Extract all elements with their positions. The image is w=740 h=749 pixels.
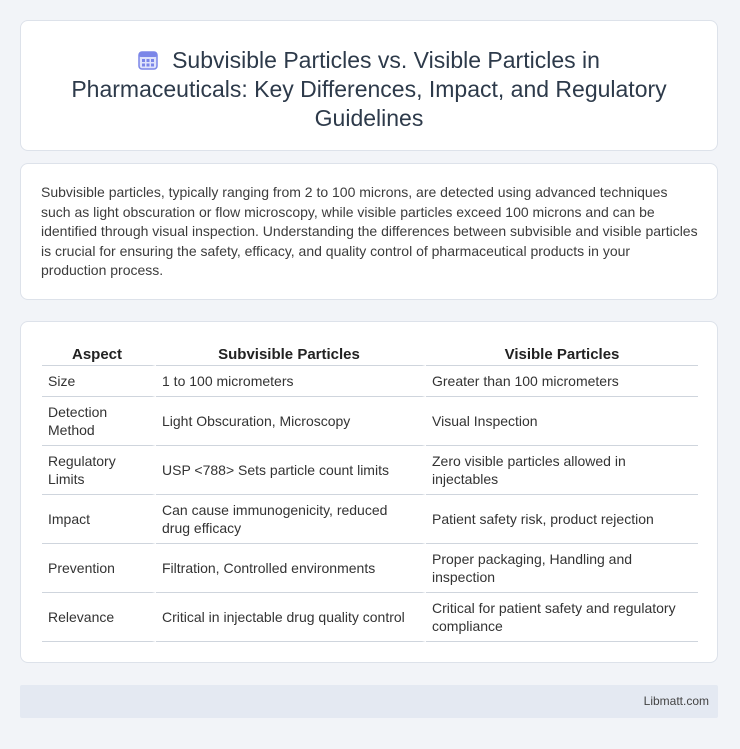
- table-header-row: [42, 344, 698, 366]
- cell-subvisible: USP <788> Sets particle count limits: [156, 446, 426, 495]
- footer: [20, 685, 718, 718]
- cell-aspect: Prevention: [42, 544, 156, 593]
- table-row: [42, 397, 698, 446]
- cell-visible: Greater than 100 micrometers: [426, 366, 698, 397]
- calendar-icon: [138, 50, 158, 70]
- cell-aspect: Detection Method: [42, 397, 156, 446]
- comparison-table: [42, 344, 698, 642]
- cell-subvisible: Can cause immunogenicity, reduced drug efficacy: [156, 495, 426, 544]
- page-title: [51, 46, 687, 133]
- cell-visible: Proper packaging, Handling and inspection: [426, 544, 698, 593]
- cell-aspect: Regulatory Limits: [42, 446, 156, 495]
- header-subvisible: Subvisible Particles: [156, 344, 426, 366]
- intro-card: [20, 163, 718, 300]
- table-row: [42, 495, 698, 544]
- cell-visible: Zero visible particles allowed in injectables: [426, 446, 698, 495]
- cell-subvisible: Critical in injectable drug quality control: [156, 593, 426, 642]
- cell-subvisible: Filtration, Controlled environments: [156, 544, 426, 593]
- cell-aspect: Impact: [42, 495, 156, 544]
- table-row: [42, 446, 698, 495]
- cell-visible: Patient safety risk, product rejection: [426, 495, 698, 544]
- cell-visible: Critical for patient safety and regulatory compliance: [426, 593, 698, 642]
- table-row: [42, 366, 698, 397]
- cell-subvisible: 1 to 100 micrometers: [156, 366, 426, 397]
- intro-text: Subvisible particles, typically ranging from 2 to 100 microns, are detected using advanced techniques such as light obscuration or flow microscopy, while visible particles exceed 100 microns and can be identified through visual inspection. Understanding the differences between subvisible and visible particles is crucial for ensuring the safety, efficacy, and quality control of pharmaceutical products in your production process.: [41, 184, 698, 279]
- title-card: [20, 20, 718, 151]
- header-visible: Visible Particles: [426, 344, 698, 366]
- cell-visible: Visual Inspection: [426, 397, 698, 446]
- cell-subvisible: Light Obscuration, Microscopy: [156, 397, 426, 446]
- table-row: [42, 593, 698, 642]
- footer-brand-link[interactable]: Libmatt.com: [643, 694, 709, 708]
- table-card: [20, 321, 718, 663]
- cell-aspect: Size: [42, 366, 156, 397]
- page-title-text: Subvisible Particles vs. Visible Particles in Pharmaceuticals: Key Differences, Impact, and Regulatory Guidelines: [71, 47, 667, 131]
- cell-aspect: Relevance: [42, 593, 156, 642]
- table-row: [42, 544, 698, 593]
- header-aspect: Aspect: [42, 344, 156, 366]
